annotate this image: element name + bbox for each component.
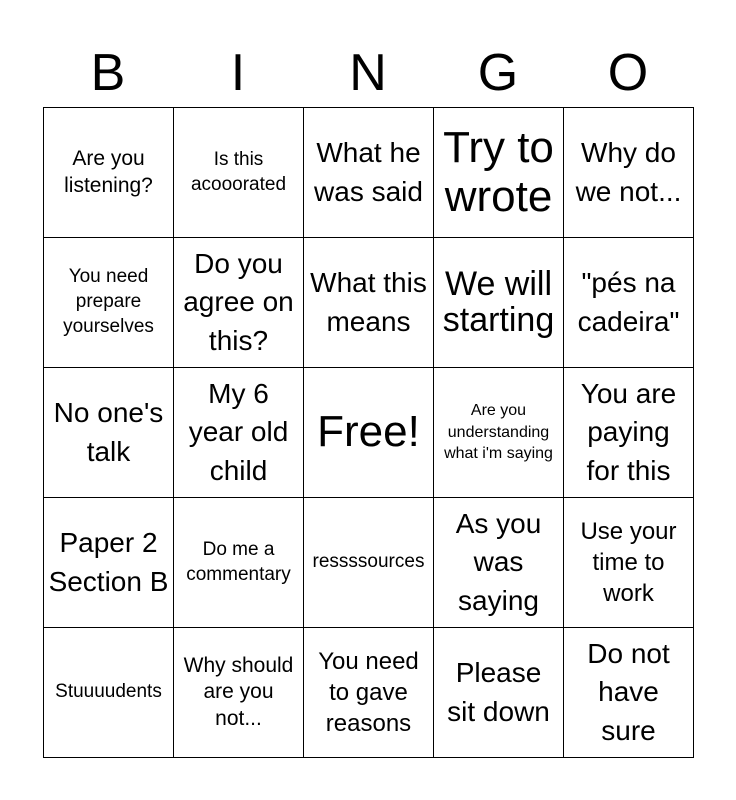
bingo-cell[interactable]: You need to gave reasons	[304, 628, 434, 758]
bingo-cell[interactable]: Do me a commentary	[174, 498, 304, 628]
bingo-cell[interactable]: What this means	[304, 238, 434, 368]
bingo-cell[interactable]: "pés na cadeira"	[564, 238, 694, 368]
bingo-cell[interactable]: Use your time to work	[564, 498, 694, 628]
bingo-cell[interactable]: What he was said	[304, 108, 434, 238]
free-space-cell[interactable]: Free!	[304, 368, 434, 498]
bingo-cell[interactable]: Is this acooorated	[174, 108, 304, 238]
bingo-cell[interactable]: My 6 year old child	[174, 368, 304, 498]
bingo-cell[interactable]: Are you listening?	[44, 108, 174, 238]
bingo-cell[interactable]: Please sit down	[434, 628, 564, 758]
bingo-grid	[43, 107, 694, 758]
bingo-cell[interactable]: Paper 2 Section B	[44, 498, 174, 628]
header-letter-o: O	[607, 44, 649, 102]
bingo-cell[interactable]: Do not have sure	[564, 628, 694, 758]
bingo-cell[interactable]: Why do we not...	[564, 108, 694, 238]
bingo-cell[interactable]: You need prepare yourselves	[44, 238, 174, 368]
header-letter-g: G	[477, 44, 519, 102]
bingo-cell[interactable]: Try to wrote	[434, 108, 564, 238]
bingo-cell[interactable]: Are you understanding what i'm saying	[434, 368, 564, 498]
bingo-cell[interactable]: Why should are you not...	[174, 628, 304, 758]
bingo-header	[43, 38, 693, 108]
header-letter-i: I	[230, 44, 246, 102]
bingo-cell[interactable]: ressssources	[304, 498, 434, 628]
bingo-cell[interactable]: As you was saying	[434, 498, 564, 628]
bingo-cell[interactable]: No one's talk	[44, 368, 174, 498]
header-letter-b: B	[90, 44, 126, 102]
bingo-cell[interactable]: Stuuuudents	[44, 628, 174, 758]
bingo-cell[interactable]: We will starting	[434, 238, 564, 368]
header-letter-n: N	[349, 44, 387, 102]
bingo-cell[interactable]: Do you agree on this?	[174, 238, 304, 368]
bingo-cell[interactable]: You are paying for this	[564, 368, 694, 498]
